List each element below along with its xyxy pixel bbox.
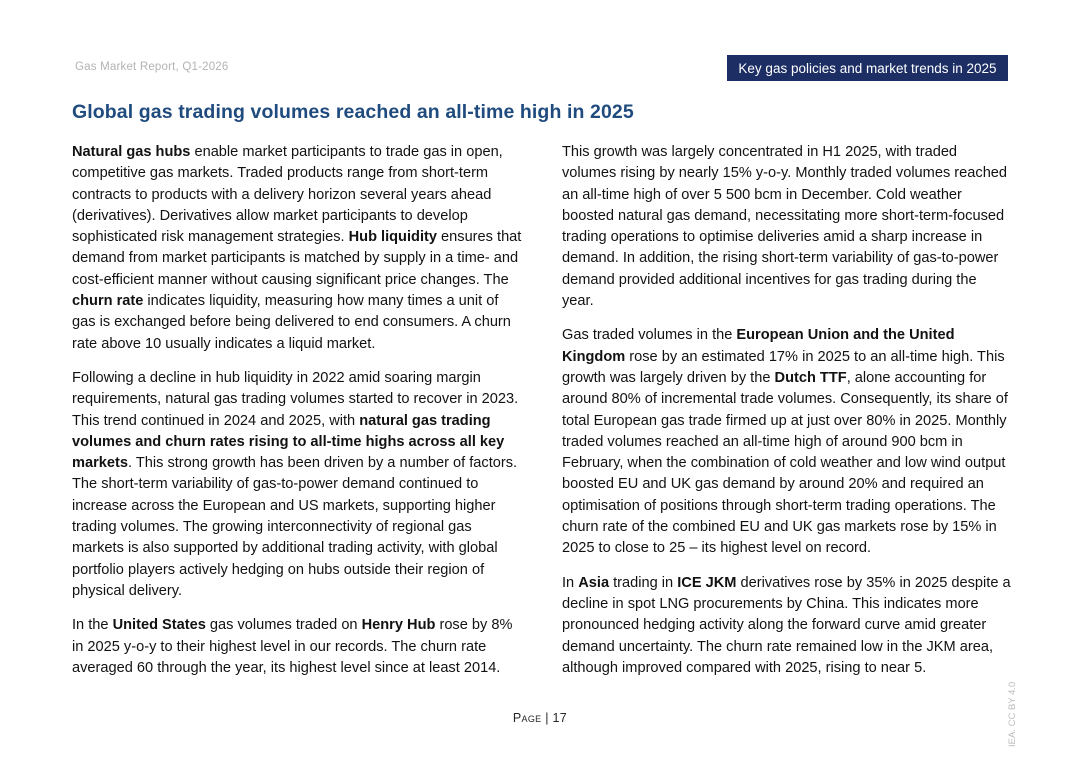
paragraph: This growth was largely concentrated in H1 2025, with traded volumes rising by nearly 15% y-o-y. Monthly traded volumes reached an all-time high of over 5 500 bcm in December. Cold weather boosted natural gas demand, necessitating more short-term-focused trading operations to optimise deliveries amid a sharp increase in demand. In addition, the rising short-term variability of gas-to-power demand provided additional incentives for gas trading during the year. — [562, 144, 1008, 310]
section-banner: Key gas policies and market trends in 2025 — [727, 55, 1008, 81]
right-column — [562, 142, 1012, 692]
paragraph: In Asia trading in ICE JKM derivatives rose by 35% in 2025 despite a decline in spot LNG procurements by China. This indicates more pronounced hedging activity along the forward curve amid greater demand uncertainty. The churn rate remained low in the JKM area, although improved compared with 2025, rising to near 5. — [562, 574, 1011, 676]
paragraph: In the United States gas volumes traded on Henry Hub rose by 8% in 2025 y-o-y to their highest level in our records. The churn rate averaged 60 through the year, its highest level since at least 2014. — [72, 617, 513, 676]
paragraph: Natural gas hubs enable market participants to trade gas in open, competitive gas markets. Traded products range from short-term contracts to products with a delivery horizon several years ahead (derivatives). Derivatives allow market participants to develop sophisticated risk management strategies. Hub liquidity ensures that demand from market participants is matched by supply in a time- and cost-efficient manner without causing significant price changes. The churn rate indicates liquidity, measuring how many times a unit of gas is exchanged before being delivered to end consumers. A churn rate above 10 usually indicates a liquid market. — [72, 144, 522, 352]
license-credit: IEA. CC BY 4.0 — [1007, 681, 1018, 747]
report-title-header: Gas Market Report, Q1-2026 — [75, 61, 229, 73]
paragraph: Following a decline in hub liquidity in 2022 amid soaring margin requirements, natural gas trading volumes started to recover in 2023. This trend continued in 2024 and 2025, with natural gas trading volumes and churn rates rising to all-time highs across all key markets. This strong growth has been driven by a number of factors. The short-term variability of gas-to-power demand continued to increase across the European and US markets, supporting higher trading volumes. The growing interconnectivity of regional gas markets is also supported by additional trading activity, with global portfolio players actively hedging on hubs outside their region of physical delivery. — [72, 369, 519, 599]
left-column — [72, 142, 524, 692]
page-number: Page | 17 — [512, 711, 568, 725]
page-title: Global gas trading volumes reached an all-time high in 2025 — [72, 101, 634, 123]
paragraph: Gas traded volumes in the European Union and the United Kingdom rose by an estimated 17% in 2025 to an all-time high. This growth was largely driven by the Dutch TTF, alone accounting for around 80% of incremental trade volumes. Consequently, its share of total European gas trade firmed up at just over 80% in 2025. Monthly traded volumes reached an all-time high of around 900 bcm in February, when the combination of cold weather and low wind output boosted EU and UK gas demand by around 20% and required an optimisation of positions through short-term trading operations. The churn rate of the combined EU and UK gas markets rose by 15% in 2025 to close to 25 – its highest level on record. — [562, 327, 1008, 557]
